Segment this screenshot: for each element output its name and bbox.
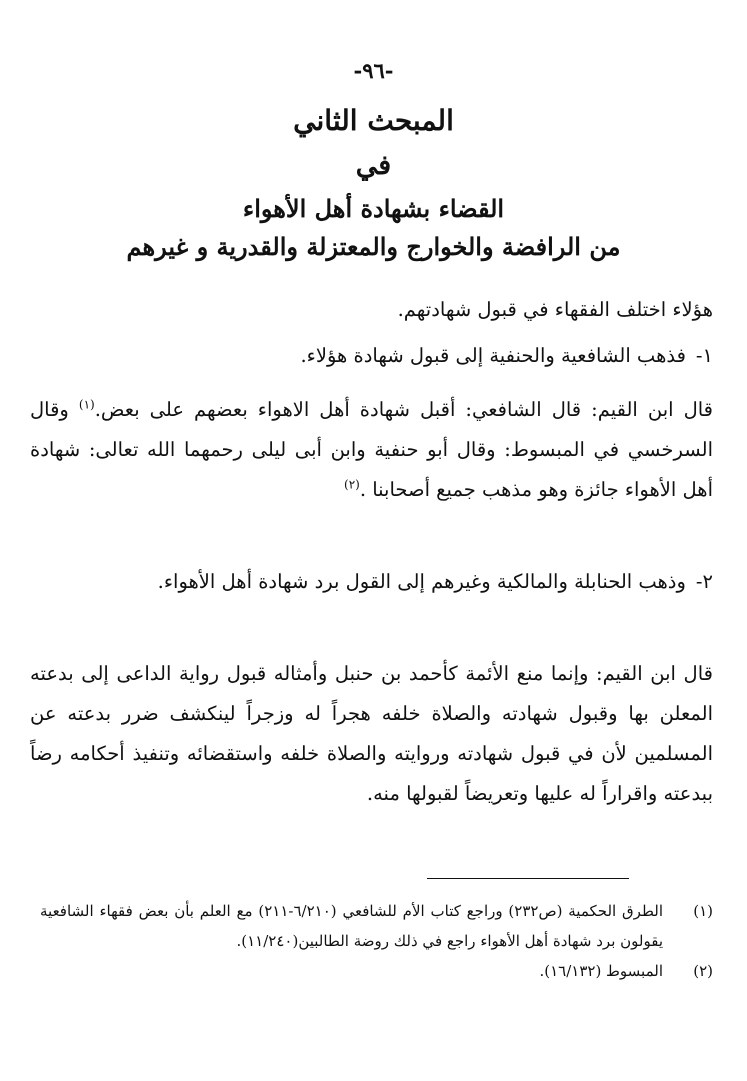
paragraph-text: وقال السرخسي في المبسوط: وقال أبو حنفية وابن أبى ليلى رحمهما الله تعالى: شهادة أهل الأهواء جائزة وهو مذهب جميع أصحابنا . <box>30 398 713 501</box>
footnotes <box>40 896 713 986</box>
footnote-reference-2: (٢) <box>344 477 360 492</box>
footnote-text: الطرق الحكمية (ص٢٣٢) وراجع كتاب الأم للشافعي (٦/٢١٠-٢١١) مع العلم بأن بعض فقهاء الشافعية يقولون برد شهادة أهل الأهواء راجع في ذلك روضة الطالبين(١١/٢٤٠). <box>40 902 663 950</box>
paragraph-ibn-alqayyim-2: قال ابن القيم: وإنما منع الأئمة كأحمد بن حنبل وأمثاله قبول رواية الداعى إلى بدعته المعلن بها وقبول شهادته والصلاة خلفه هجراً له وزجراً لينكشف ضرر بدعته عن المسلمين لأن في قبول شهادته وروايته والصلاة خلفه واستقضائه وتنفيذ أحكامه رضاً ببدعته واقراراً له عليها وتعريضاً لقبولها منه. <box>30 662 713 805</box>
footnote-text: المبسوط (١٦/١٣٢). <box>539 962 663 980</box>
list-item-number: ١- <box>695 344 713 367</box>
list-item-text: وذهب الحنابلة والمالكية وغيرهم إلى القول برد شهادة أهل الأهواء. <box>157 570 686 593</box>
footnote-2 <box>40 956 713 986</box>
list-item-text: فذهب الشافعية والحنفية إلى قبول شهادة هؤلاء. <box>300 344 686 367</box>
section-title-preposition: في <box>355 150 392 181</box>
footnote-reference-1: (١) <box>78 397 95 412</box>
list-item-1 <box>30 336 713 376</box>
page-number: -٩٦- <box>353 58 394 83</box>
section-subtitle: القضاء بشهادة أهل الأهواء <box>242 194 505 223</box>
footnote-1 <box>40 896 713 956</box>
list-item-number: ٢- <box>695 570 713 593</box>
list-item-2 <box>30 562 713 642</box>
paragraph-text: قال ابن القيم: قال الشافعي: أقبل شهادة أهل الاهواء بعضهم على بعض. <box>94 398 713 421</box>
footnote-divider <box>427 878 629 879</box>
section-subtitle-groups: من الرافضة والخوارج والمعتزلة والقدرية و غيرهم <box>126 232 621 261</box>
footnote-marker: (٢) <box>693 962 713 980</box>
footnote-marker: (١) <box>693 902 713 920</box>
section-title: المبحث الثاني <box>293 104 454 137</box>
intro-paragraph: هؤلاء اختلف الفقهاء في قبول شهادتهم. <box>397 298 713 321</box>
paragraph-ibn-alqayyim-1 <box>30 390 713 550</box>
